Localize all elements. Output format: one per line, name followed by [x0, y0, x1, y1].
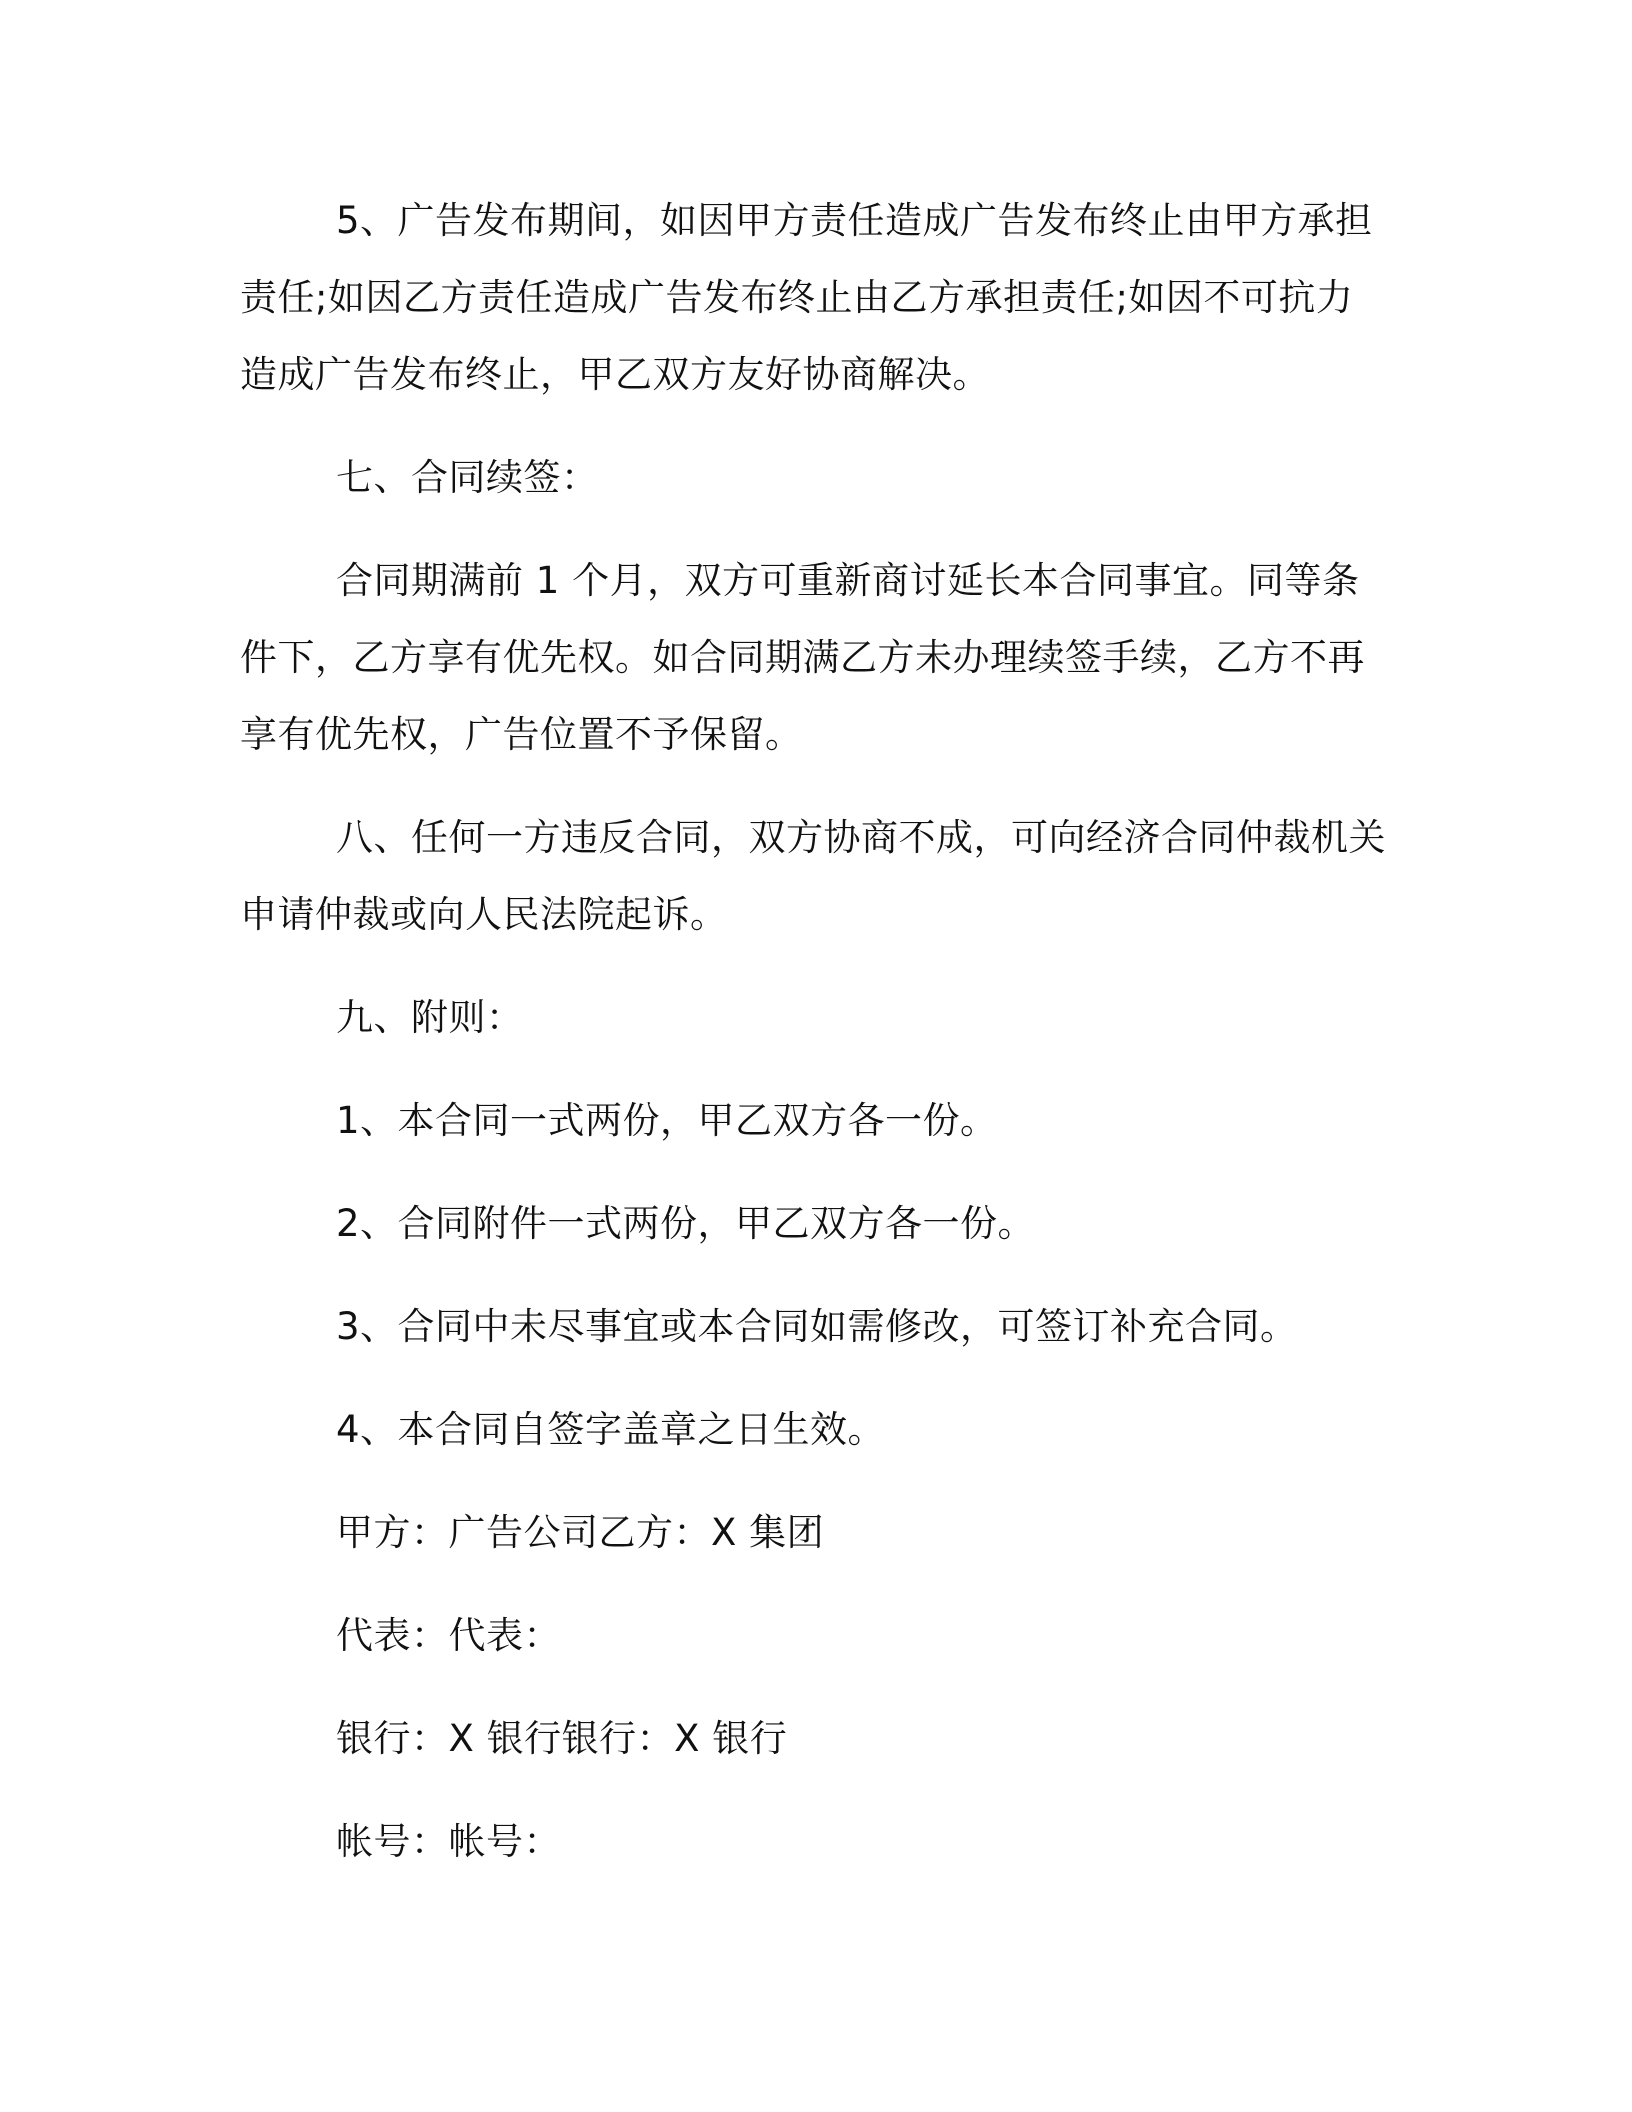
clause-5-paragraph: 5、广告发布期间，如因甲方责任造成广告发布终止由甲方承担责任;如因乙方责任造成广告发布终止由乙方承担责任;如因不可抗力造成广告发布终止，甲乙双方友好协商解决。	[240, 199, 1373, 396]
supplementary-item-2: 2、合同附件一式两份，甲乙双方各一份。	[336, 1202, 1036, 1245]
breach-paragraph: 八、任何一方违反合同，双方协商不成，可向经济合同仲裁机关申请仲裁或向人民法院起诉。	[240, 816, 1386, 936]
supplementary-item-1: 1、本合同一式两份，甲乙双方各一份。	[336, 1099, 998, 1142]
section-heading-renewal: 七、合同续签：	[336, 456, 599, 499]
section-heading-supplementary: 九、附则：	[336, 996, 524, 1039]
document-body	[240, 182, 1390, 1880]
supplementary-item-4: 4、本合同自签字盖章之日生效。	[336, 1408, 886, 1451]
bank-line: 银行：X 银行银行：X 银行	[336, 1717, 788, 1760]
renewal-paragraph: 合同期满前 1 个月，双方可重新商讨延长本合同事宜。同等条件下，乙方享有优先权。如合同期满乙方未办理续签手续，乙方不再享有优先权，广告位置不予保留。	[240, 559, 1365, 756]
representative-line: 代表：代表：	[336, 1614, 561, 1657]
supplementary-item-3: 3、合同中未尽事宜或本合同如需修改，可签订补充合同。	[336, 1305, 1298, 1348]
parties-line: 甲方：广告公司乙方：X 集团	[336, 1511, 825, 1554]
account-line: 帐号：帐号：	[336, 1820, 561, 1863]
